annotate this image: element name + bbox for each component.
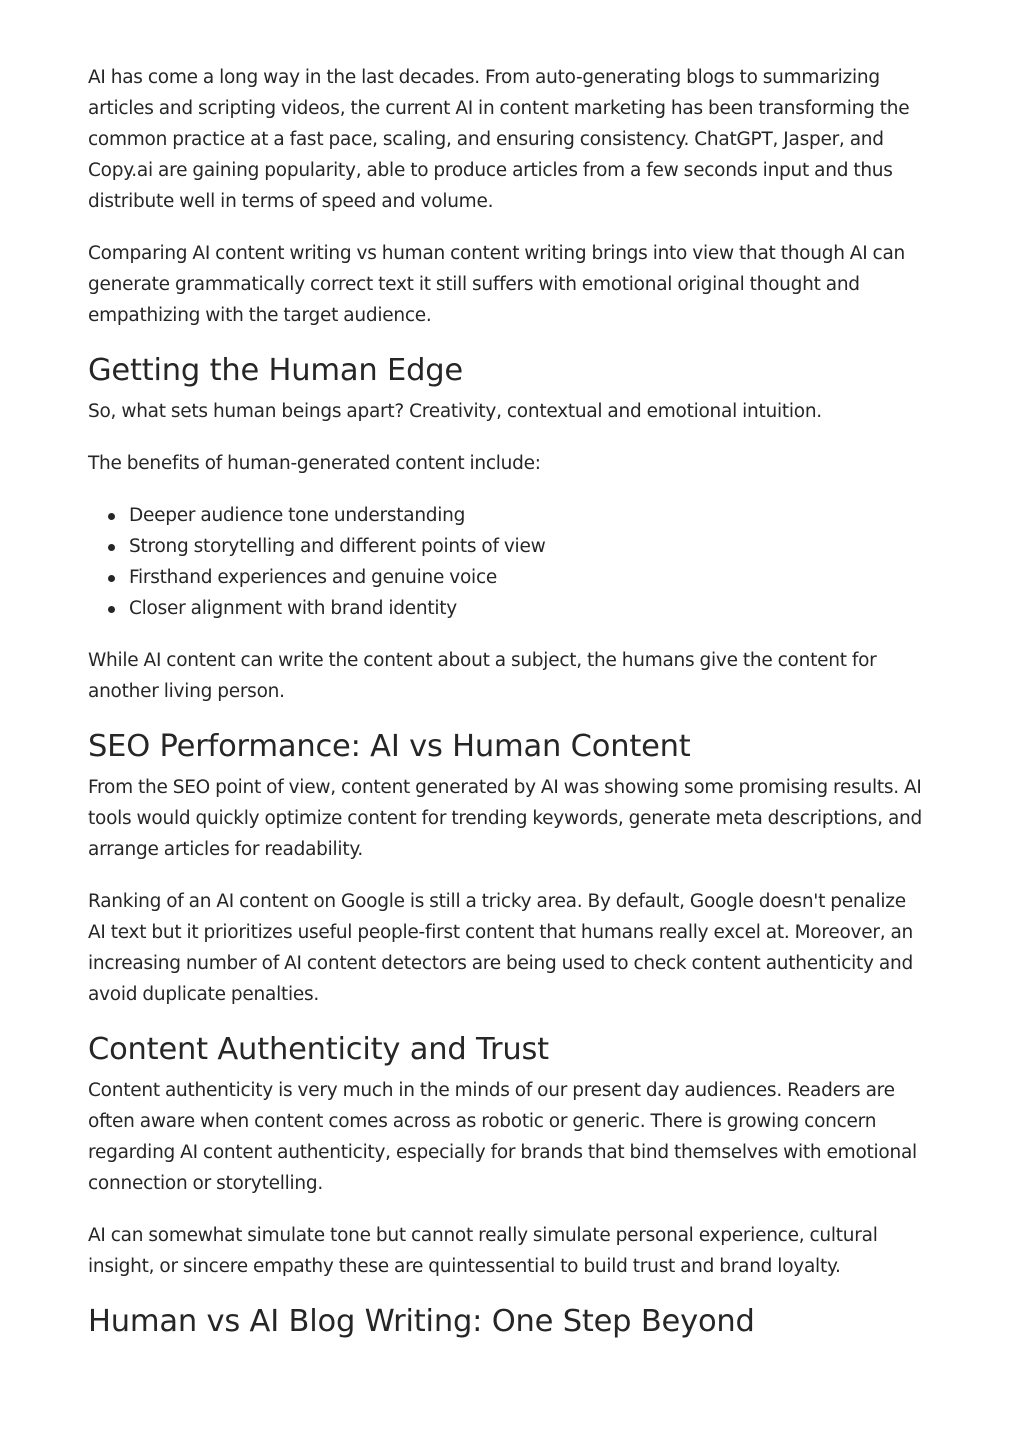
intro-paragraph-1: AI has come a long way in the last decades. From auto-generating blogs to summarizing articles and scripting videos, the current AI in content marketing has been transforming the common practice at a fast pace, scaling, and ensuring consistency. ChatGPT, Jasper, and Copy.ai are gaining popularity, able to produce articles from a few seconds input and thus distribute well in terms of speed and volume. <box>88 67 910 212</box>
section-heading-human-edge: Getting the Human Edge <box>88 353 463 388</box>
list-item <box>129 593 928 624</box>
bullet-icon <box>108 513 115 520</box>
list-item <box>129 562 928 593</box>
list-item <box>129 531 928 562</box>
seo-paragraph-1: From the SEO point of view, content generated by AI was showing some promising results. AI tools would quickly optimize content for trending keywords, generate meta descriptions, and arrange articles for readability. <box>88 777 922 860</box>
bullet-icon <box>108 606 115 613</box>
list-item-text: Firsthand experiences and genuine voice <box>129 567 497 588</box>
list-item-text: Deeper audience tone understanding <box>129 505 466 526</box>
list-item-text: Strong storytelling and different points of view <box>129 536 546 557</box>
authenticity-paragraph-1: Content authenticity is very much in the minds of our present day audiences. Readers are often aware when content comes across as robotic or generic. There is growing concern regarding AI content authenticity, especially for brands that bind themselves with emotional connection or storytelling. <box>88 1080 917 1194</box>
bullet-icon <box>108 575 115 582</box>
intro-paragraph-2: Comparing AI content writing vs human content writing brings into view that though AI can generate grammatically correct text it still suffers with emotional original thought and empathizing with the target audience. <box>88 243 906 326</box>
benefits-list <box>88 500 928 624</box>
human-edge-paragraph-3: While AI content can write the content about a subject, the humans give the content for another living person. <box>88 650 877 702</box>
authenticity-paragraph-2: AI can somewhat simulate tone but cannot really simulate personal experience, cultural insight, or sincere empathy these are quintessential to build trust and brand loyalty. <box>88 1225 878 1277</box>
seo-paragraph-2: Ranking of an AI content on Google is still a tricky area. By default, Google doesn't penalize AI text but it prioritizes useful people-first content that humans really excel at. Moreover, an increasing number of AI content detectors are being used to check content authenticity and avoid duplicate penalties. <box>88 891 914 1005</box>
human-edge-paragraph-1: So, what sets human beings apart? Creativity, contextual and emotional intuition. <box>88 401 822 422</box>
bullet-icon <box>108 544 115 551</box>
list-item-text: Closer alignment with brand identity <box>129 598 457 619</box>
section-heading-authenticity: Content Authenticity and Trust <box>88 1032 549 1067</box>
section-heading-seo-performance: SEO Performance: AI vs Human Content <box>88 729 691 764</box>
section-heading-one-step-beyond: Human vs AI Blog Writing: One Step Beyond <box>88 1304 755 1339</box>
list-item <box>129 500 928 531</box>
human-edge-paragraph-2: The benefits of human-generated content include: <box>88 453 541 474</box>
